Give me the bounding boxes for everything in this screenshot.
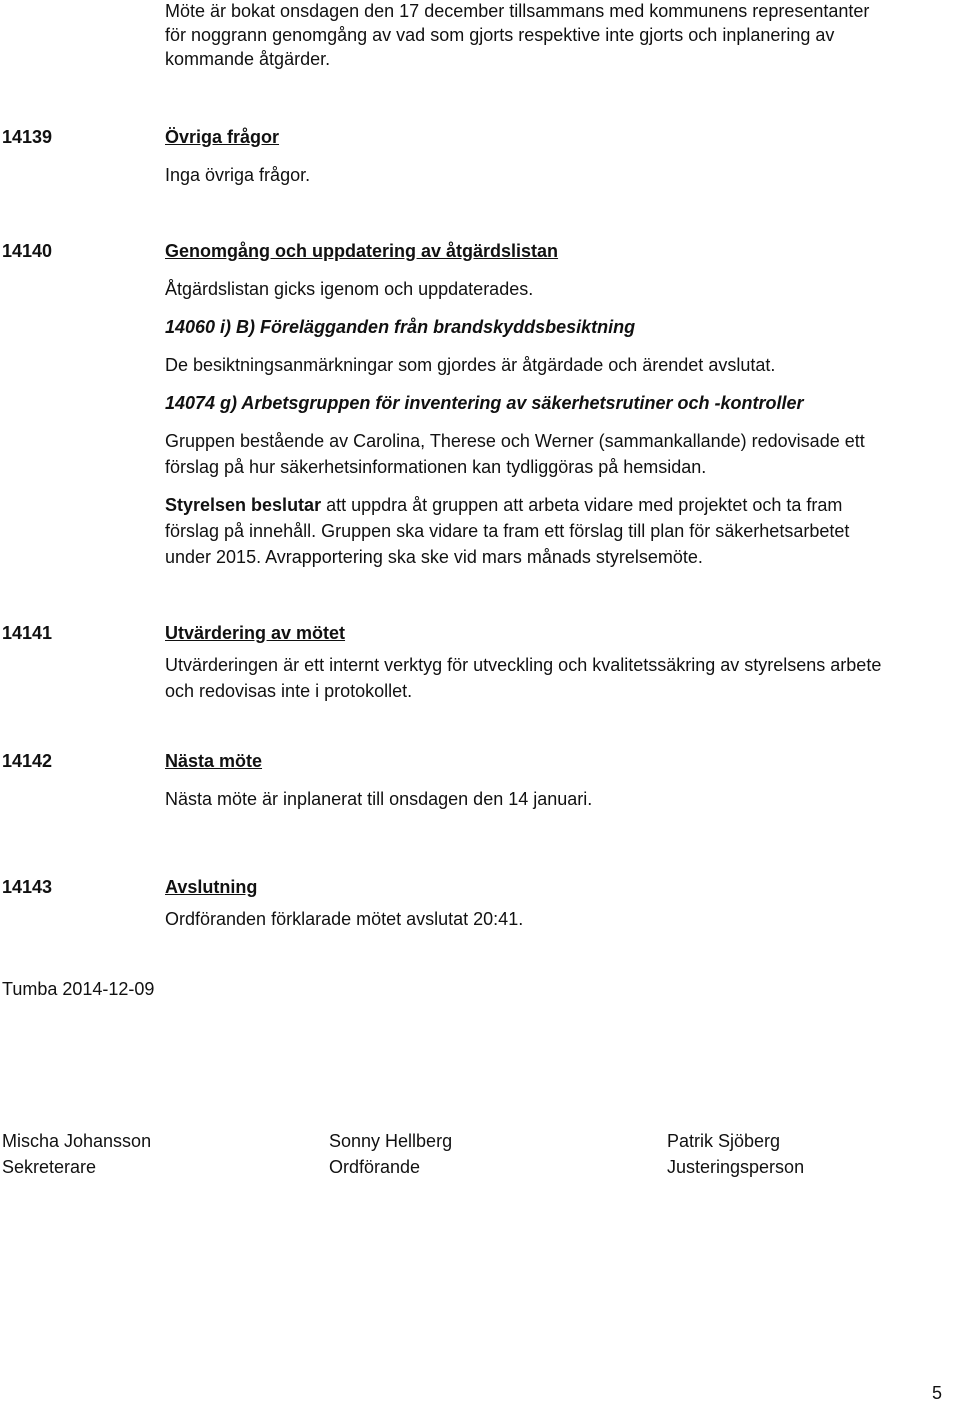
signatory-role: Sekreterare xyxy=(2,1157,97,1177)
signatory-role: Ordförande xyxy=(329,1157,421,1177)
intro-line-3: kommande åtgärder. xyxy=(165,49,331,69)
intro-line-2: för noggrann genomgång av vad som gjorts respektive inte gjorts och inplanering av xyxy=(165,25,835,45)
section-body-14142: Nästa möte är inplanerat till onsdagen den 14 januari. xyxy=(165,789,593,809)
place-date: Tumba 2014-12-09 xyxy=(2,979,155,999)
section-number-14143: 14143 xyxy=(2,877,53,897)
signatory-name: Sonny Hellberg xyxy=(329,1131,453,1151)
section-heading-14142: Nästa möte xyxy=(165,751,263,771)
decision-line-3: under 2015. Avrapportering ska ske vid mars månads styrelsemöte. xyxy=(165,547,703,567)
section-heading-14143: Avslutning xyxy=(165,877,258,897)
section-body-14139: Inga övriga frågor. xyxy=(165,165,311,185)
signatory-name: Patrik Sjöberg xyxy=(667,1131,781,1151)
decision-line-1-rest: att uppdra åt gruppen att arbeta vidare med projektet och ta fram xyxy=(321,495,843,515)
section-body-14141-line-2: och redovisas inte i protokollet. xyxy=(165,681,413,701)
decision-line-1 xyxy=(165,492,842,518)
subsection-body-14074-line-2: förslag på hur säkerhetsinformationen kan tydliggöras på hemsidan. xyxy=(165,457,707,477)
subsection-body-14074-line-1: Gruppen bestående av Carolina, Therese och Werner (sammankallande) redovisade ett xyxy=(165,431,865,451)
section-body-14143: Ordföranden förklarade mötet avslutat 20:41. xyxy=(165,909,524,929)
section-number-14141: 14141 xyxy=(2,623,53,643)
section-number-14142: 14142 xyxy=(2,751,53,771)
section-number-14139: 14139 xyxy=(2,127,53,147)
signatory-role: Justeringsperson xyxy=(667,1157,805,1177)
section-heading-14140: Genomgång och uppdatering av åtgärdslistan xyxy=(165,241,559,261)
signatory-name: Mischa Johansson xyxy=(2,1131,152,1151)
section-body-14140: Åtgärdslistan gicks igenom och uppdaterades. xyxy=(165,279,534,299)
decision-keyword: Styrelsen beslutar xyxy=(165,495,322,515)
section-body-14141-line-1: Utvärderingen är ett internt verktyg för utveckling och kvalitetssäkring av styrelsens arbete xyxy=(165,655,882,675)
decision-line-2: förslag på innehåll. Gruppen ska vidare ta fram ett förslag till plan för säkerhetsarbetet xyxy=(165,521,850,541)
section-number-14140: 14140 xyxy=(2,241,53,261)
subsection-heading-14074: 14074 g) Arbetsgruppen för inventering av säkerhetsrutiner och -kontroller xyxy=(165,393,804,413)
subsection-body-14060: De besiktningsanmärkningar som gjordes är åtgärdade och ärendet avslutat. xyxy=(165,355,776,375)
intro-line-1: Möte är bokat onsdagen den 17 december tillsammans med kommunens representanter xyxy=(165,1,870,21)
subsection-heading-14060: 14060 i) B) Förelägganden från brandskyddsbesiktning xyxy=(165,317,636,337)
section-heading-14139: Övriga frågor xyxy=(165,127,280,147)
section-heading-14141: Utvärdering av mötet xyxy=(165,623,346,643)
page-number: 5 xyxy=(931,1383,942,1403)
